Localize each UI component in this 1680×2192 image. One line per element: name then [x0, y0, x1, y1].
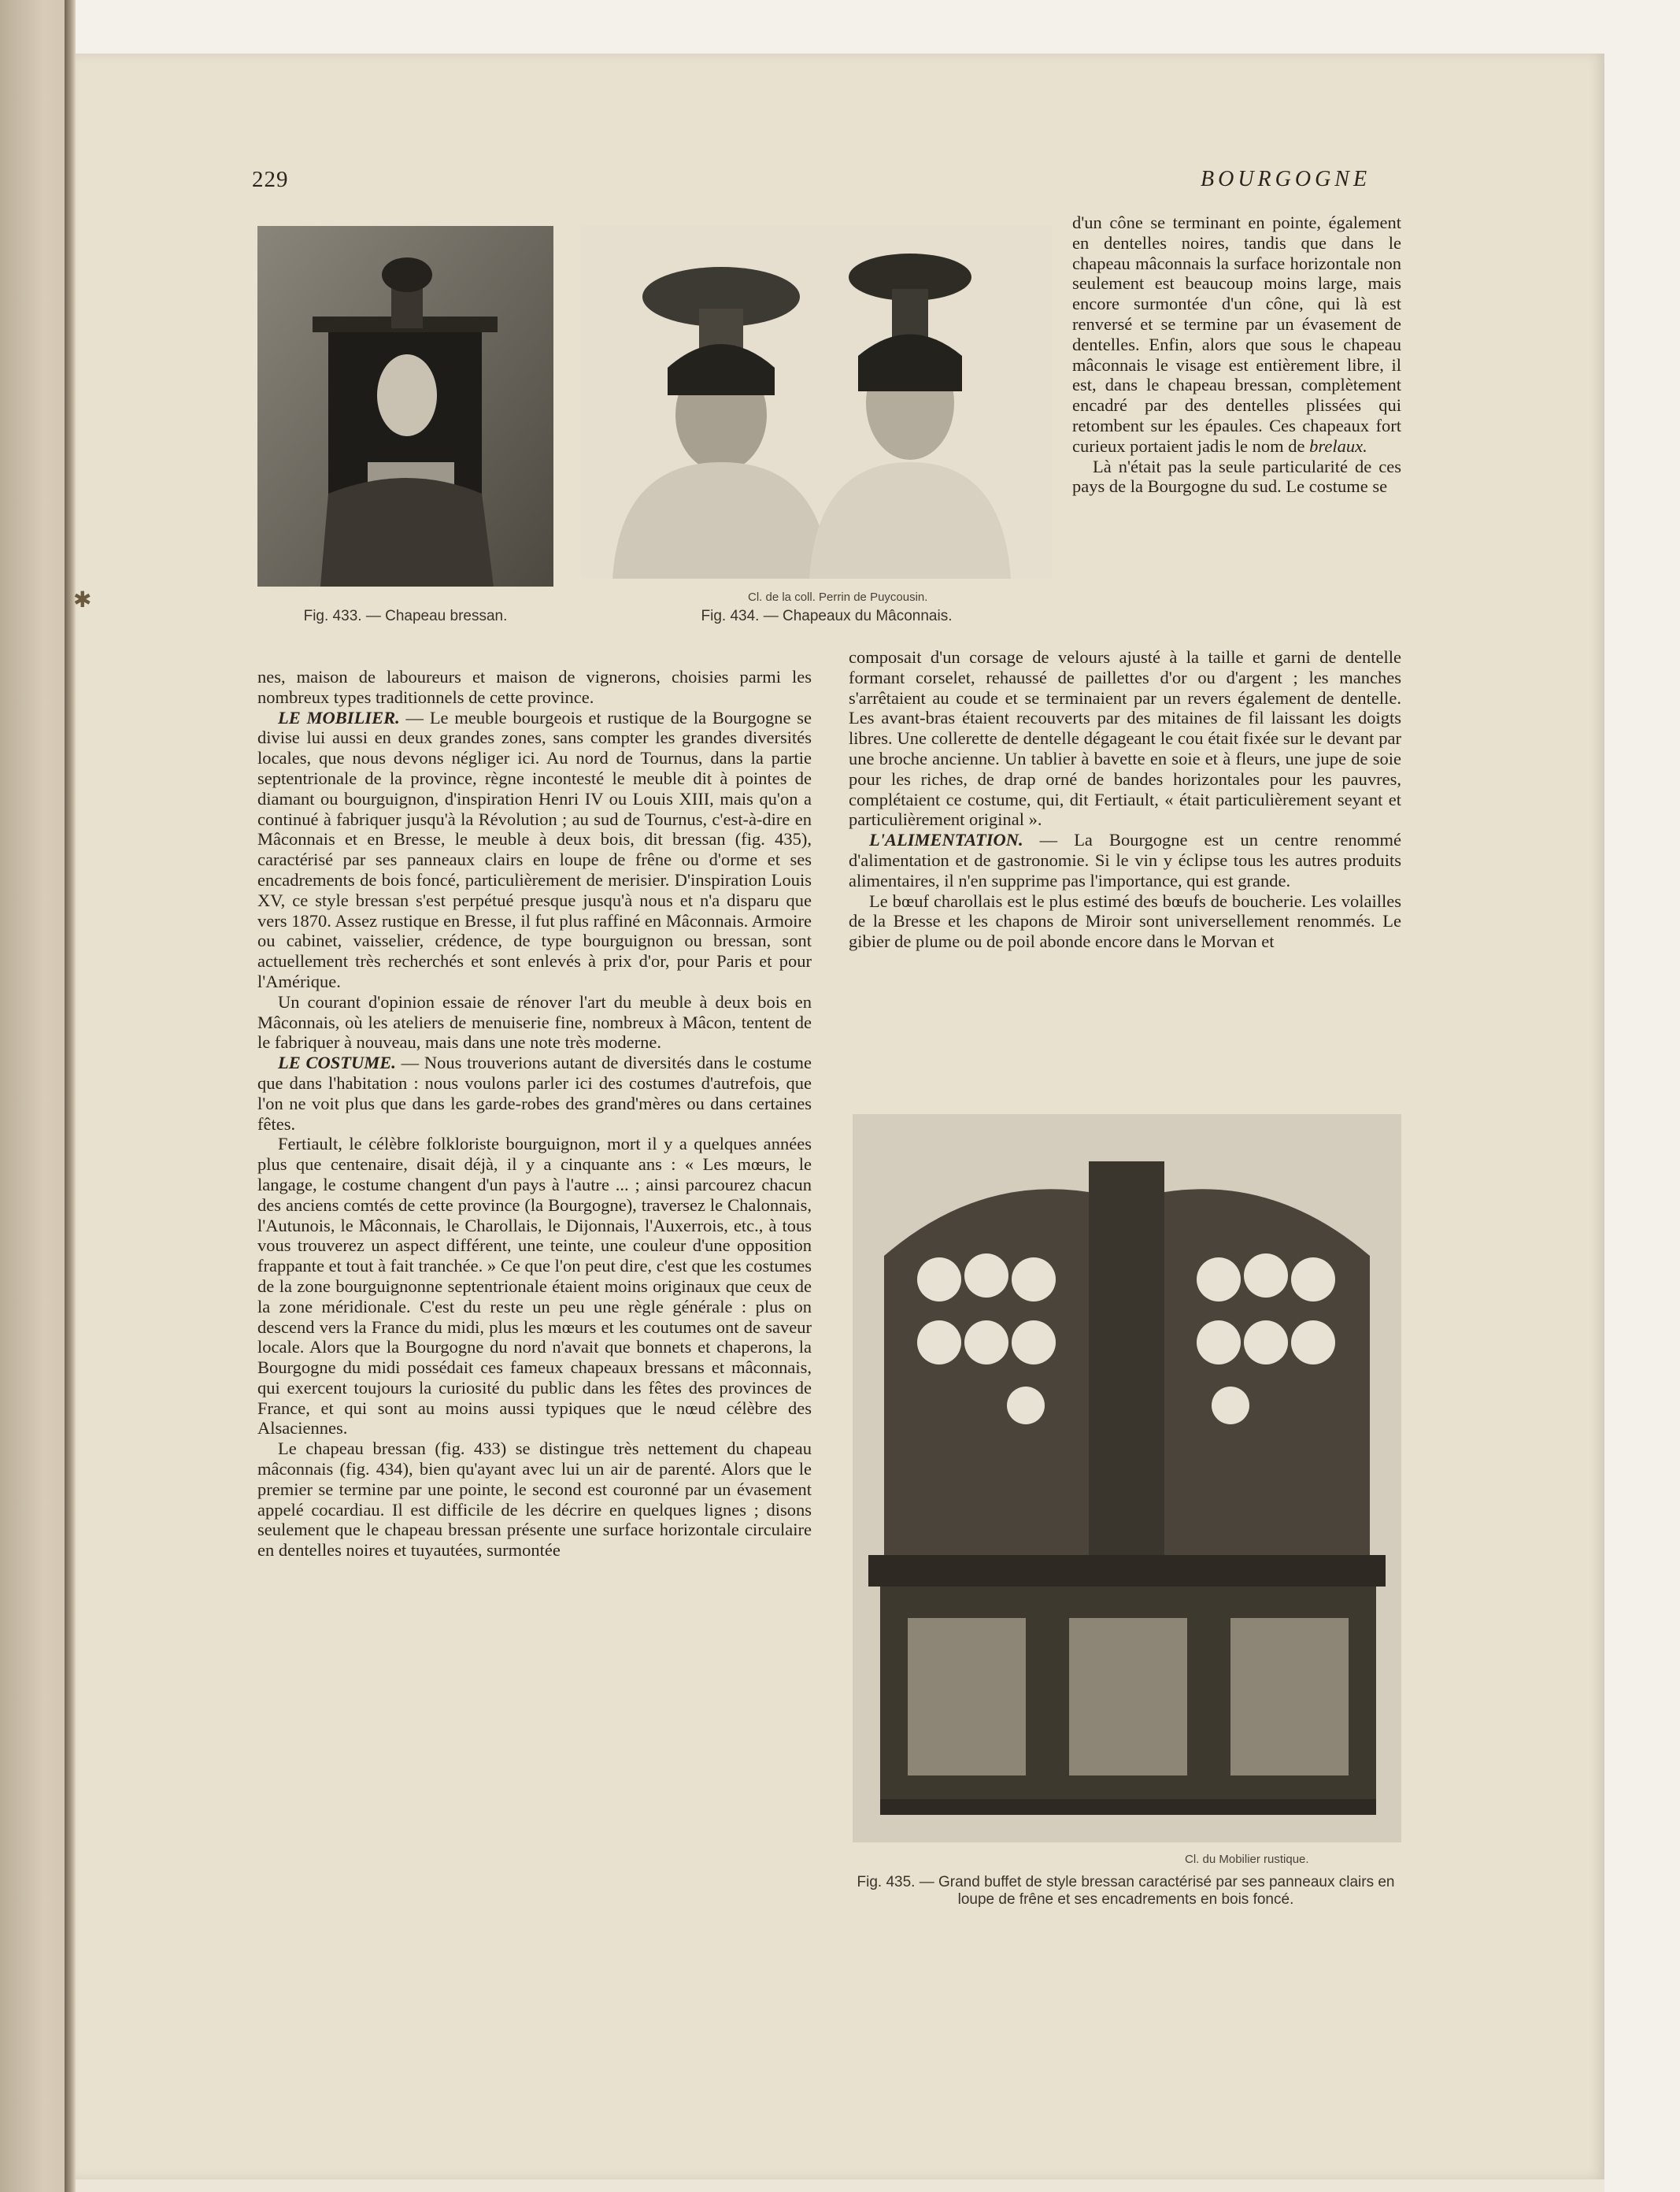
figure-435-credit: Cl. du Mobilier rustique. [1185, 1853, 1309, 1866]
text-span: d'un cône se terminant en pointe, également en dentelles noires, tandis que dans le chapeau mâconnais la surface horizontale non seulement est beaucoup moins large, mais encore surmontée d'un cône, qui là est renversé et se termine par un évasement de dentelles. Enfin, alors que sous le chapeau mâconnais le visage est entièrement libre, il est, dans le chapeau bressan, complètement encadré par des dentelles plissées qui retombent sur les épaules. Ces chapeaux fort curieux portaient jadis le nom de [1072, 213, 1401, 456]
paragraph [849, 830, 1401, 890]
paragraph: Un courant d'opinion essaie de rénover l'art du meuble à deux bois en Mâconnais, où les ateliers de menuiserie fine, nombreux à Mâcon, tentent de le fabriquer à nouveau, mais dans une note très moderne. [257, 991, 812, 1053]
section-heading-mobilier: LE MOBILIER. [278, 707, 400, 728]
paragraph [257, 1053, 812, 1134]
paragraph: nes, maison de laboureurs et maison de vignerons, choisies parmi les nombreux types traditionnels de cette province. [257, 667, 812, 707]
figure-434-credit: Cl. de la coll. Perrin de Puycousin. [748, 591, 928, 604]
two-women-hats-illustration [581, 226, 1052, 579]
figure-434-photo [581, 226, 1052, 579]
paragraph: composait d'un corsage de velours ajusté à la taille et garni de dentelle formant corselet, rehaussé de paillettes d'or ou d'argent ; les manches s'arrêtaient au coude et se terminaient par un revers également de dentelle. Les avant-bras étaient recouverts par des mitaines de fil laissant les doigts libres. Une collerette de dentelle dégageant le cou était fixée sur le devant par une broche ancienne. Un tablier à bavette en soie et à fleurs, une jupe de soie pour les riches, de drap orné de bandes horizontales pour les pauvres, complétaient ce costume, qui, dit Fertiault, « était particulièrement seyant et particulièrement original ». [849, 647, 1401, 830]
right-top-column [1072, 213, 1401, 497]
paragraph: Là n'était pas la seule particularité de ces pays de la Bourgogne du sud. Le costume se [1072, 456, 1401, 497]
figure-433-caption: Fig. 433. — Chapeau bressan. [303, 608, 508, 624]
right-middle-column [849, 647, 1401, 952]
section-heading-costume: LE COSTUME. [278, 1053, 396, 1073]
facing-page-edge [0, 0, 75, 2192]
paragraph: Le chapeau bressan (fig. 433) se distingue très nettement du chapeau mâconnais (fig. 434), bien qu'ayant avec lui un air de parenté. Alors que le premier se termine par une pointe, le second est couronné par un évasement appelé cocardiau. Il est difficile de les décrire en quelques lignes ; disons seulement que le chapeau bressan présente une surface horizontale circulaire en dentelles noires et tuyautées, surmontée [257, 1438, 812, 1561]
buffet-illustration [853, 1114, 1401, 1842]
running-title: BOURGOGNE [1201, 167, 1371, 191]
paragraph: Le bœuf charollais est le plus estimé des bœufs de boucherie. Les volailles de la Bresse et les chapons de Miroir sont universellement renommés. Le gibier de plume ou de poil abonde encore dans le Morvan et [849, 890, 1401, 952]
section-heading-alimentation: L'ALIMENTATION. [869, 830, 1023, 850]
page-number: 229 [252, 167, 289, 192]
text-span: — Le meuble bourgeois et rustique de la Bourgogne se divise lui aussi en deux grandes zones, sans compter les grandes diversités locales, que nous devons négliger ici. Au nord de Tournus, dans la partie septentrionale de la province, règne incontesté le meuble dit à pointes de diamant ou bourguignon, d'inspiration Henri IV ou Louis XIII, mais qu'on a continué à fabriquer jusqu'à la Révolution ; au sud de Tournus, c'est-à-dire en Mâconnais et en Bresse, le meuble à deux bois, dit bressan (fig. 435), caractérisé par ses panneaux clairs en loupe de frêne ou d'orme et ses encadrements de bois foncé, particulièrement de merisier. D'inspiration Louis XV, ce style bressan s'est perpétué presque jusqu'à nous et n'a disparu que vers 1870. Assez rustique en Bresse, il fut plus raffiné en Mâconnais. Armoire ou cabinet, vaisselier, crédence, de type bourguignon ou bressan, sont actuellement très recherchés et sont enlevés à prix d'or, pour Paris et pour l'Amérique. [257, 707, 812, 991]
margin-mark-icon: ✱ [73, 588, 92, 613]
left-column [257, 667, 812, 1561]
figure-434-caption: Fig. 434. — Chapeaux du Mâconnais. [701, 608, 953, 624]
book-spine [65, 0, 76, 2192]
text-span: — Nous trouverions autant de diversités dans le costume que dans l'habitation : nous voulons parler ici des costumes d'autrefois, que l'on ne voit plus que dans les garde-robes des grand'mères ou dans certaines fêtes. [257, 1053, 812, 1134]
woman-hat-illustration [257, 226, 553, 587]
page-background-top [76, 0, 1680, 54]
figure-435-photo [853, 1114, 1401, 1842]
text-span: — La Bourgogne est un centre renommé d'alimentation et de gastronomie. Si le vin y éclipse tous les autres produits alimentaires, il n'en supprime pas l'importance, qui est grande. [849, 830, 1401, 890]
paragraph [257, 708, 812, 992]
page-background-right [1604, 0, 1680, 2192]
paragraph [1072, 213, 1401, 457]
figure-435-caption: Fig. 435. — Grand buffet de style bressan caractérisé par ses panneaux clairs en loupe de frêne et ses encadrements en bois foncé. [857, 1874, 1395, 1908]
figure-433-photo [257, 226, 553, 587]
italic-term: brelaux. [1309, 435, 1367, 456]
paragraph: Fertiault, le célèbre folkloriste bourguignon, mort il y a quelques années plus que centenaire, disait déjà, il y a cinquante ans : « Les mœurs, le langage, le costume changent d'un pays à l'autre ... ; ainsi parcourez chacun des anciens comtés de cette province (la Bourgogne), traversez le Chalonnais, l'Autunois, le Mâconnais, le Charollais, le Dijonnais, l'Auxerrois, etc., à tous vous trouverez un aspect différent, une teinte, une couleur d'une opposition frappante et tout à fait tranchée. » Ce que l'on peut dire, c'est que les costumes de la zone bourguignonne septentrionale étaient moins originaux que ceux de la zone méridionale. C'est du reste un peu une règle générale : plus on descend vers la France du midi, plus les mœurs et les coutumes ont de saveur locale. Alors que la Bourgogne du nord n'avait que bonnets et chaperons, la Bourgogne du midi possédait ces fameux chapeaux bressans et mâconnais, qui exercent toujours la curiosité du public dans les fêtes des provinces de France, et qui sont au moins aussi typiques que le nœud célèbre des Alsaciennes. [257, 1134, 812, 1438]
